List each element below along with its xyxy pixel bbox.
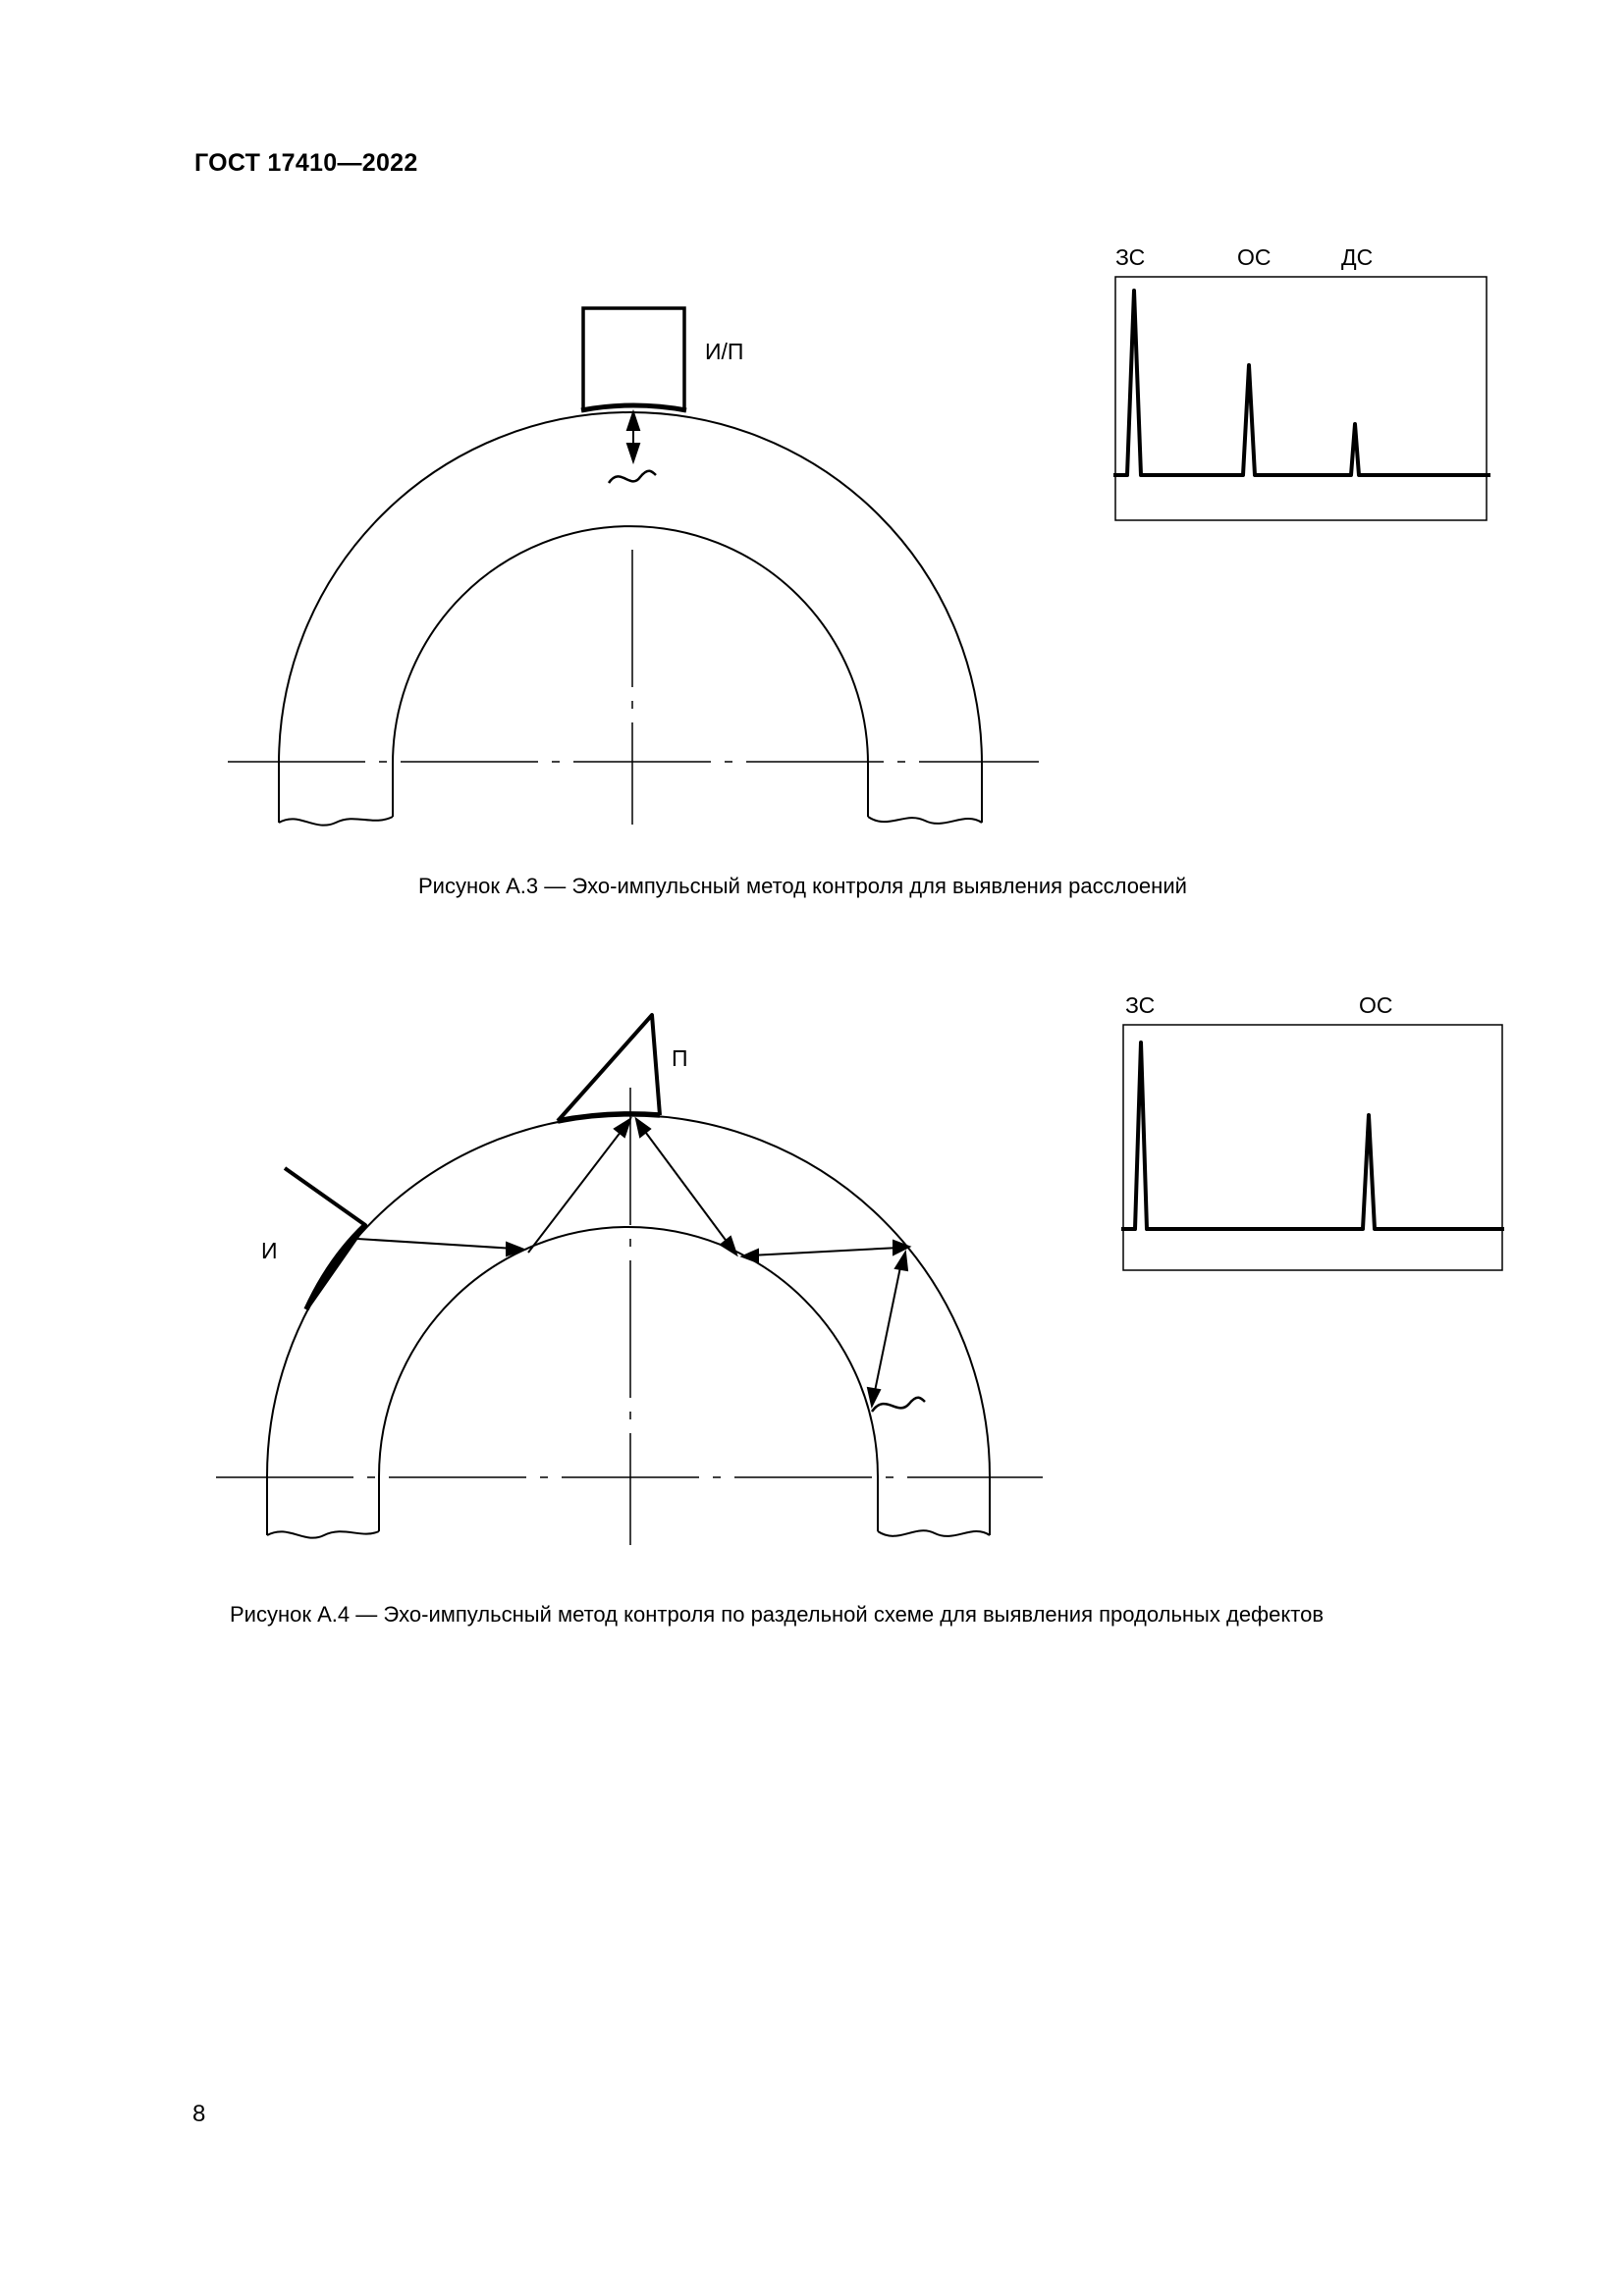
defect-wave-symbol (872, 1398, 925, 1412)
scope-label-zs: ЗС (1125, 992, 1156, 1018)
emitter-label: И (261, 1238, 278, 1263)
scope-label-zs: ЗС (1115, 244, 1146, 270)
emitter-transducer (285, 1168, 365, 1309)
receiver-label: П (672, 1045, 688, 1071)
page-number: 8 (192, 2101, 206, 2127)
ray-path (357, 1119, 909, 1406)
figure-a4-caption: Рисунок А.4 — Эхо-импульсный метод контроля по раздельной схеме для выявления продольных дефектов (230, 1602, 1325, 1627)
pipe-inner-arc (379, 1227, 878, 1531)
scope-screen-a4 (1121, 992, 1504, 1270)
scope-trace-a4 (1121, 1042, 1504, 1229)
figure-a3-caption: Рисунок А.3 — Эхо-импульсный метод контроля для выявления расслоений (418, 874, 1187, 898)
receiver-transducer (558, 1015, 660, 1121)
pipe-outer-arc (267, 1115, 990, 1535)
break-line-left (267, 1531, 379, 1538)
scope-label-os: ОС (1237, 244, 1272, 270)
document-header: ГОСТ 17410—2022 (194, 149, 418, 177)
scope-label-ds: ДС (1341, 244, 1374, 270)
break-line-right (878, 1530, 990, 1536)
scope-label-os: ОС (1359, 992, 1393, 1018)
probe-label: И/П (705, 339, 744, 364)
